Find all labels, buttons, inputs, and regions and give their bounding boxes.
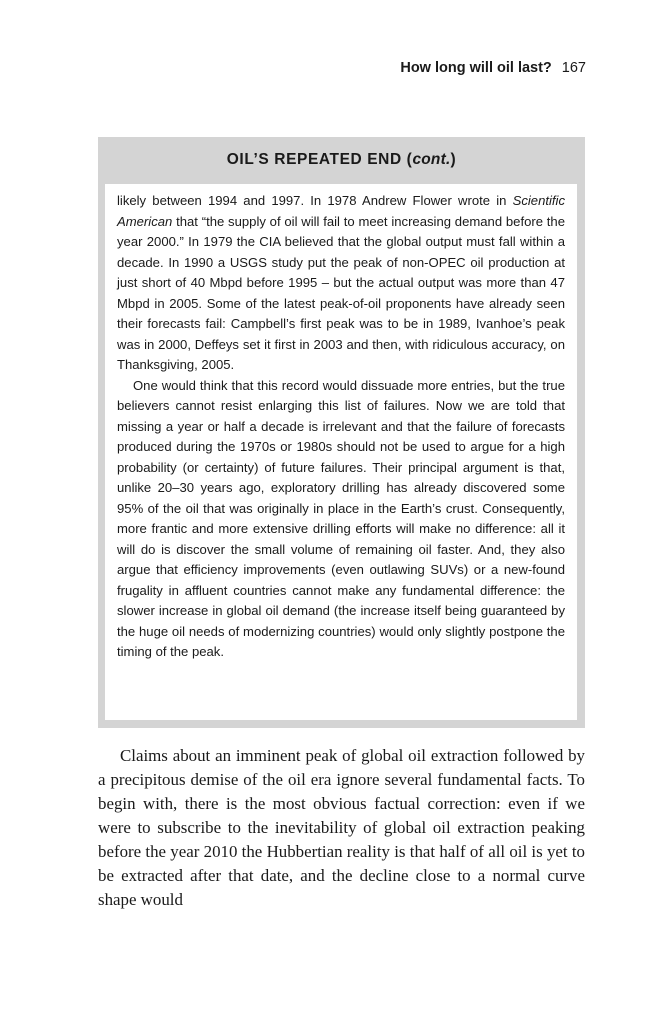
body-paragraph: Claims about an imminent peak of global oil extraction followed by a precipitous demise of the oil era ignore several fundamental facts. To begin with, there is the most obvious factual correction: even if we were to subscribe to the inevitability of global oil extraction peaking before the year 2010 the Hubbertian reality is that half of all oil is yet to be extracted after that date, and the decline close to a normal curve shape would	[98, 746, 585, 909]
box-p1-start: likely between 1994 and 1997. In 1978 Andrew Flower wrote in	[117, 193, 507, 208]
running-header	[400, 60, 586, 76]
running-header-title: How long will oil last?	[400, 60, 552, 76]
box-paragraph-2: One would think that this record would dissuade more entries, but the true believers cannot resist enlarging this list of failures. Now we are told that missing a year or half a decade is irrelevant and that the failure of forecasts produced during the 1970s or 1980s should not be used to argue for a high probability (or certainty) of future failures. Their principal argument is that, unlike 20–30 years ago, exploratory drilling has already discovered some 95% of the oil that was originally in place in the Earth’s crust. Consequently, more frantic and more extensive drilling efforts will make no difference: all it will do is discover the small volume of remaining oil faster. And, they also argue that efficiency improvements (even outlawing SUVs) or a new-found frugality in affluent countries cannot make any fundamental difference: the slower increase in global oil demand (the increase itself being guaranteed by the huge oil needs of modernizing countries) would only slightly postpone the timing of the peak.	[117, 377, 565, 659]
page-number: 167	[561, 60, 586, 76]
box-title-main: OIL’S REPEATED END	[226, 151, 402, 168]
sidebar-box	[98, 137, 585, 728]
journal-title: Scientific American	[117, 193, 565, 229]
box-title-cont: cont.	[412, 151, 451, 168]
box-p1-rest: that “the supply of oil will fail to meet increasing demand before the year 2000.” In 1979 the CIA believed that the global output must fall within a decade. In 1990 a USGS study put the peak of non-OPEC oil production at just short of 40 Mbpd before 1995 – but the actual output was more than 47 Mbpd in 2005. Some of the latest peak-of-oil proponents have already seen their forecasts fail: Campbell’s first peak was to be in 1989, Ivanhoe’s peak was in 2000, Deffeys set it first in 2003 and then, with ridiculous accuracy, on Thanksgiving, 2005.	[117, 213, 565, 372]
box-content	[105, 184, 577, 720]
box-paragraph-1	[117, 191, 565, 376]
box-title: OIL’S REPEATED END (cont.)	[226, 151, 457, 168]
